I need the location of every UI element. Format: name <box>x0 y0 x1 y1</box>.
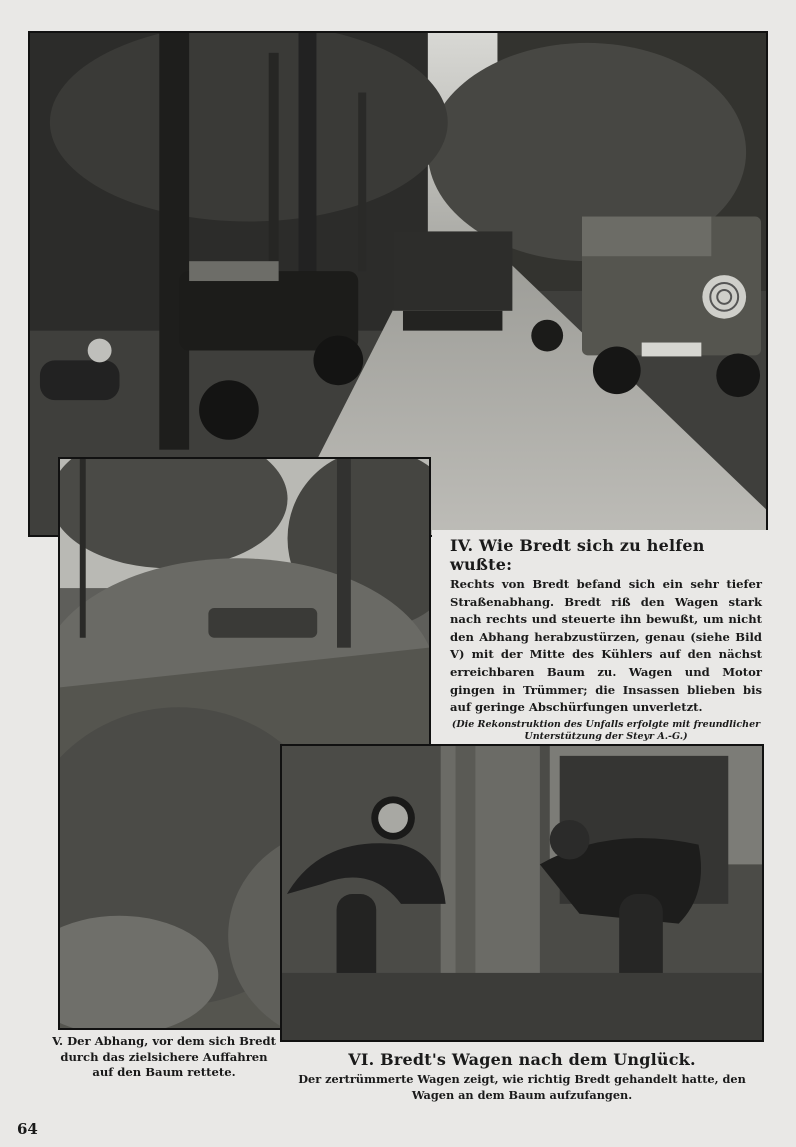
page-number: 64 <box>17 1120 38 1138</box>
caption-figure-vi <box>280 1050 764 1103</box>
wrecked-car-image <box>282 746 762 1040</box>
caption-figure-iv <box>432 530 768 742</box>
caption-figure-v: V. Der Abhang, vor dem sich Bredt durch das zielsichere Auffahren auf den Baum rettete. <box>52 1034 276 1079</box>
car-ahead <box>393 231 512 330</box>
caption-iv-title: IV. Wie Bredt sich zu helfen wußte: <box>450 536 705 574</box>
caption-iv-note: (Die Rekonstruktion des Unfalls erfolgte mit freundlicher Unterstützung der Steyr A.-G.) <box>451 718 761 742</box>
caption-vi-body: Der zertrümmerte Wagen zeigt, wie richtig Bredt gehandelt hatte, den Wagen an dem Baum aufzufangen. <box>298 1072 746 1102</box>
caption-iv-body: Rechts von Bredt befand sich ein sehr tiefer Straßenabhang. Bredt riß den Wagen stark nach rechts und steuerte ihn bewußt, um nicht den Abhang herabzustürzen, genau (siehe Bild V) mit der Mitte des Kühlers auf den nächst erreichbaren Baum zu. Wagen und Motor gingen in Trümmer; die Insassen blieben bis auf geringe Abschürfungen unverletzt. <box>450 577 762 715</box>
caption-vi-title: VI. Bredt's Wagen nach dem Unglück. <box>348 1050 696 1069</box>
photo-wrecked-car <box>280 744 764 1042</box>
